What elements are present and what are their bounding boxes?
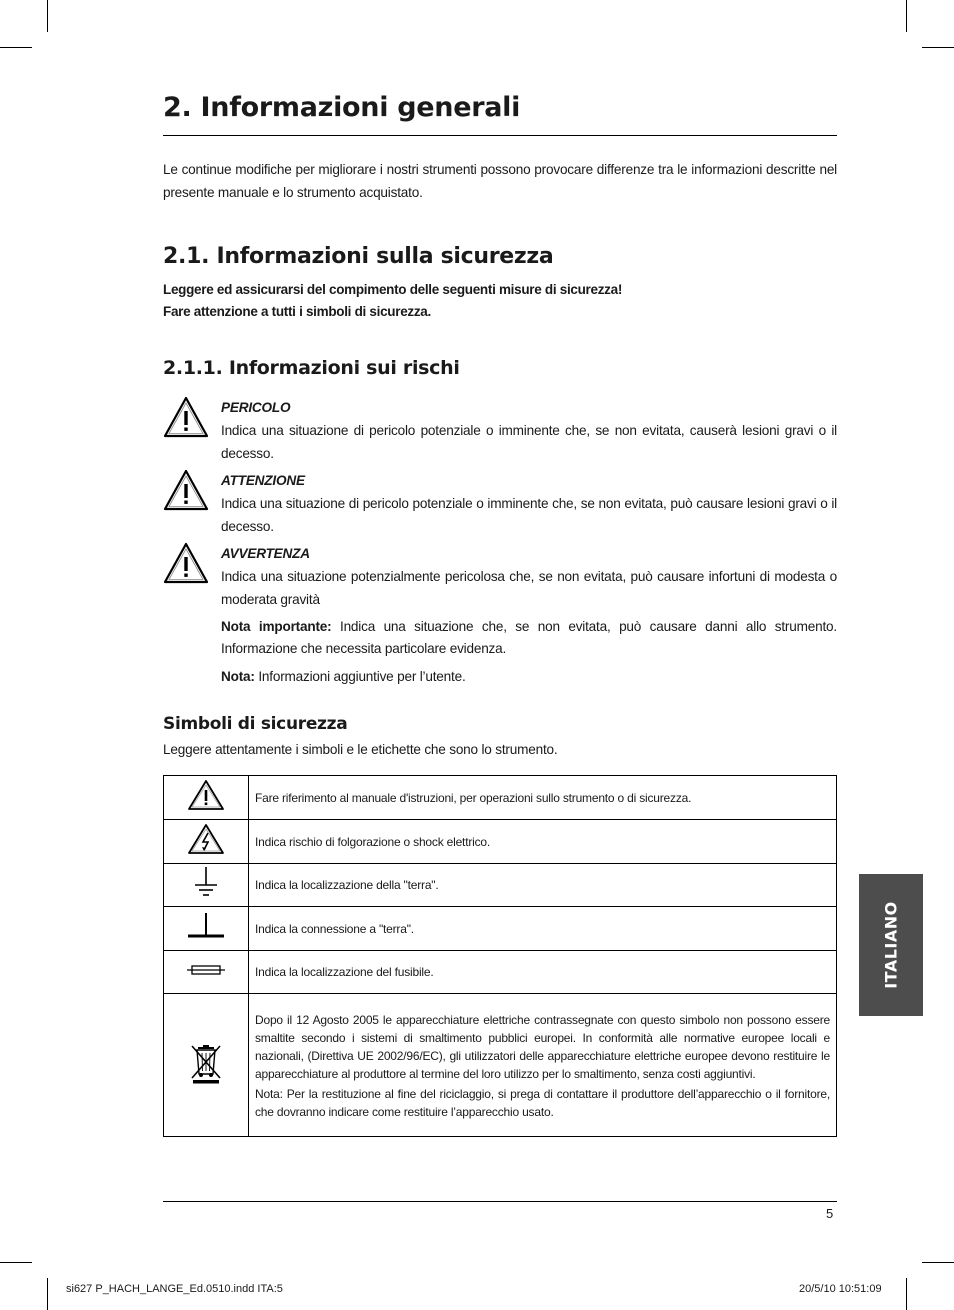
note-text: Informazioni aggiuntive per l’utente. xyxy=(254,669,466,684)
hazard-label: PERICOLO xyxy=(221,400,291,415)
safety-instruction: Fare attenzione a tutti i simboli di sicurezza. xyxy=(163,304,431,319)
weee-description xyxy=(249,994,837,1137)
page-number: 5 xyxy=(826,1206,834,1221)
hazard-label: ATTENZIONE xyxy=(221,473,305,488)
electric-shock-icon xyxy=(187,823,225,855)
symbol-cell xyxy=(164,907,249,951)
hazard-text: Indica una situazione potenzialmente pericolosa che, se non evitata, può causare infortuni di modesta o moderata gravità xyxy=(221,569,837,607)
crop-mark xyxy=(922,47,954,48)
table-row xyxy=(164,907,837,951)
hazard-pericolo xyxy=(221,396,837,465)
crop-mark xyxy=(0,47,32,48)
note-label: Nota: xyxy=(221,669,255,684)
section-heading-safety: 2.1. Informazioni sulla sicurezza xyxy=(163,244,554,269)
crop-mark xyxy=(47,0,48,32)
intro-paragraph: Le continue modifiche per migliorare i nostri strumenti possono provocare differenze tra le informazioni descritte nel presente manuale e lo strumento acquistato. xyxy=(163,162,837,200)
crop-mark xyxy=(0,1262,32,1263)
print-slug-file: si627 P_HACH_LANGE_Ed.0510.indd ITA:5 xyxy=(66,1283,283,1295)
table-row xyxy=(164,820,837,864)
symbol-description: Fare riferimento al manuale d'istruzioni, per operazioni sullo strumento o di sicurezza. xyxy=(249,776,837,820)
weee-note-text: : Per la restituzione al fine del riciclaggio, si prega di contattare il produttore dell’apparecchio o il fornitore, che dovranno indicare come restituire l’apparecchio usato. xyxy=(255,1086,830,1119)
symbol-description: Indica la localizzazione del fusibile. xyxy=(249,951,837,994)
warning-triangle-icon xyxy=(163,469,209,511)
note-important xyxy=(221,616,837,660)
crossed-bin-icon xyxy=(188,1042,224,1084)
symbol-cell xyxy=(164,776,249,820)
symbol-cell xyxy=(164,864,249,907)
table-row xyxy=(164,994,837,1137)
note-important-text: Indica una situazione che, se non evitata, può causare danni allo strumento. Informazione che necessita particolare evidenza. xyxy=(221,619,837,656)
symbol-description: Indica la localizzazione della "terra". xyxy=(249,864,837,907)
ground-connection-icon xyxy=(186,910,226,942)
title-divider xyxy=(163,135,837,136)
language-tab xyxy=(859,874,923,1016)
hazard-avvertenza xyxy=(221,542,837,611)
crop-mark xyxy=(906,1278,907,1310)
table-row xyxy=(164,951,837,994)
hazard-text: Indica una situazione di pericolo potenziale o imminente che, se non evitata, può causare lesioni gravi o il decesso. xyxy=(221,496,837,534)
safety-instruction: Leggere ed assicurarsi del compimento delle seguenti misure di sicurezza! xyxy=(163,282,623,297)
weee-note xyxy=(255,1085,830,1121)
footer-divider xyxy=(163,1201,837,1202)
crop-mark xyxy=(47,1278,48,1310)
note xyxy=(221,666,837,688)
symbol-cell xyxy=(164,951,249,994)
print-slug-date: 20/5/10 10:51:09 xyxy=(799,1283,882,1295)
symbols-intro: Leggere attentamente i simboli e le etichette che sono lo strumento. xyxy=(163,742,558,757)
table-row xyxy=(164,864,837,907)
table-row xyxy=(164,776,837,820)
warning-triangle-icon xyxy=(187,779,225,811)
weee-text: Dopo il 12 Agosto 2005 le apparecchiature elettriche contrassegnate con questo simbolo non possono essere smaltite secondo i sistemi di smaltimento pubblici europei. In conformità alle normative europee locali e nazionali, (Direttiva UE 2002/96/EC), gli utilizzatori delle apparecchiature elettriche europee devono restituire le apparecchiature al produttore al termine del loro utilizzo per lo smaltimento, senza costi aggiuntivi. xyxy=(255,1012,830,1081)
safety-symbols-table xyxy=(163,775,837,1137)
symbol-cell xyxy=(164,820,249,864)
warning-triangle-icon xyxy=(163,396,209,438)
weee-note-label: Nota xyxy=(255,1086,280,1101)
symbol-description: Indica rischio di folgorazione o shock elettrico. xyxy=(249,820,837,864)
fuse-icon xyxy=(186,963,226,977)
symbols-heading: Simboli di sicurezza xyxy=(163,714,348,734)
hazard-attenzione xyxy=(221,469,837,538)
crop-mark xyxy=(922,1262,954,1263)
crop-mark xyxy=(906,0,907,32)
warning-triangle-icon xyxy=(163,542,209,584)
note-important-label: Nota importante: xyxy=(221,619,332,634)
symbol-cell xyxy=(164,994,249,1137)
subsection-heading-risks: 2.1.1. Informazioni sui rischi xyxy=(163,357,460,379)
page-title: 2. Informazioni generali xyxy=(163,92,521,123)
language-tab-label: ITALIANO xyxy=(881,901,901,989)
hazard-text: Indica una situazione di pericolo potenziale o imminente che, se non evitata, causerà lesioni gravi o il decesso. xyxy=(221,423,837,461)
hazard-label: AVVERTENZA xyxy=(221,546,310,561)
earth-ground-icon xyxy=(191,865,221,901)
symbol-description: Indica la connessione a "terra". xyxy=(249,907,837,951)
